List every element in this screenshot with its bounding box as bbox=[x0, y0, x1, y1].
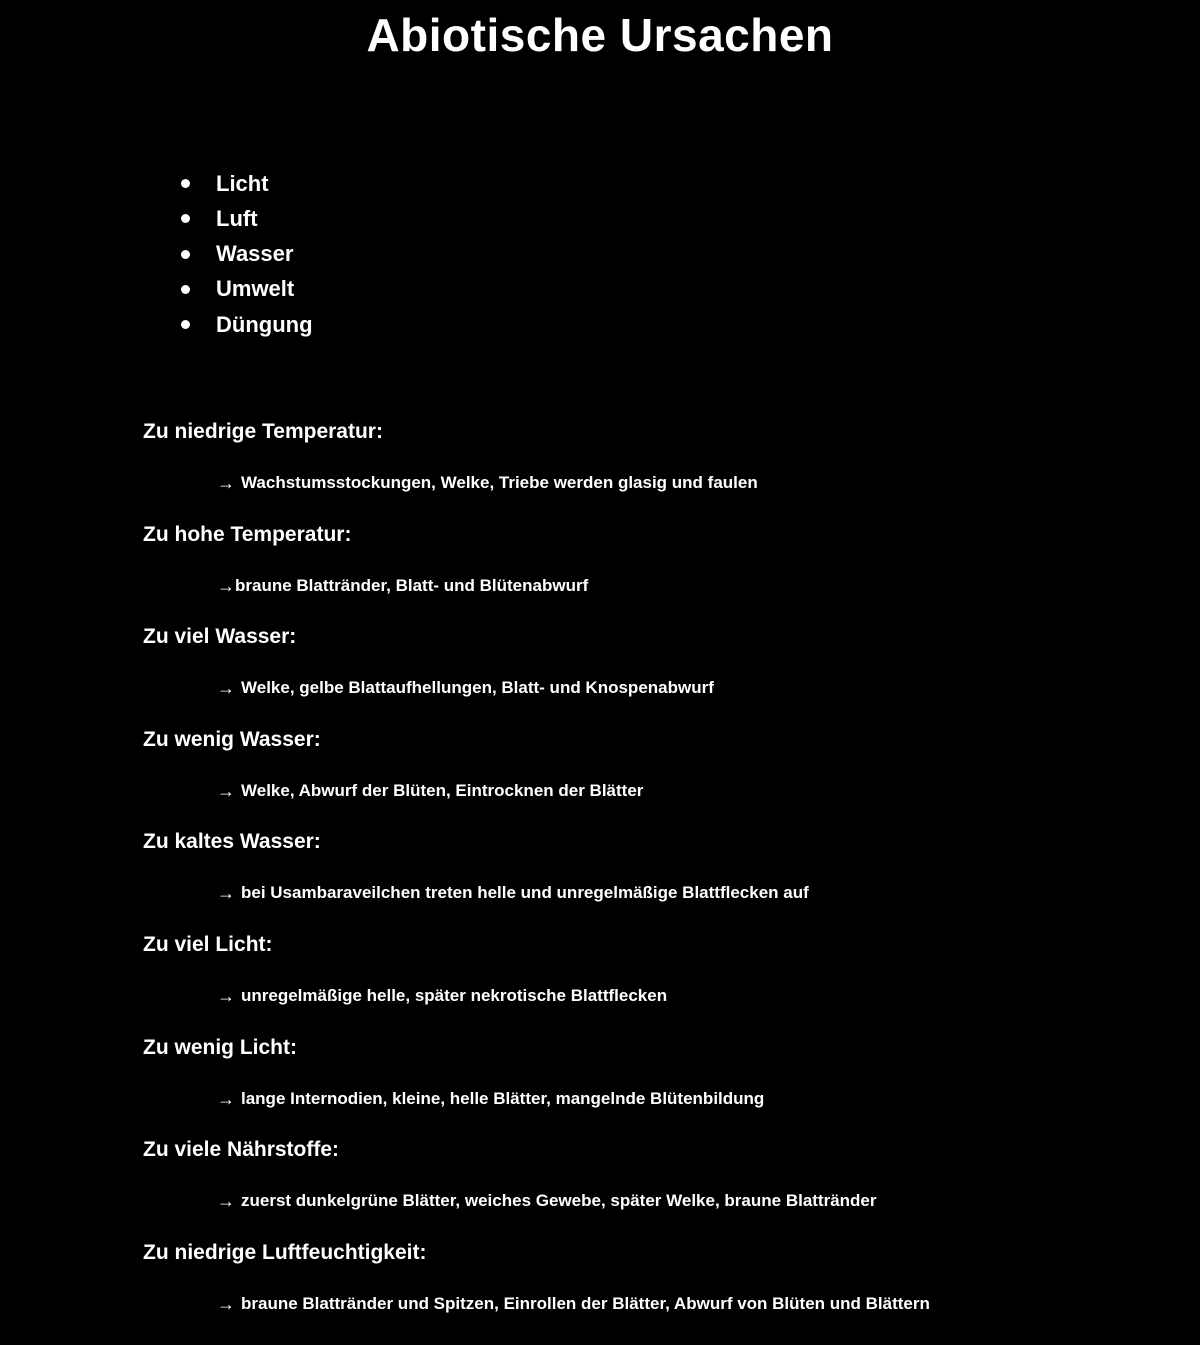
cause-effect-text: bei Usambaraveilchen treten helle und unregelmäßige Blattflecken auf bbox=[241, 883, 809, 903]
factor-list bbox=[178, 166, 313, 342]
cause-label: Zu wenig Wasser: bbox=[143, 727, 321, 751]
cause-label: Zu niedrige Temperatur: bbox=[143, 420, 383, 443]
cause-effect-text: zuerst dunkelgrüne Blätter, weiches Gewebe, später Welke, braune Blattränder bbox=[241, 1191, 877, 1211]
list-item-label: Luft bbox=[216, 205, 258, 231]
cause-label: Zu niedrige Luftfeuchtigkeit: bbox=[143, 1240, 427, 1264]
arrow-right-icon: → bbox=[217, 1191, 235, 1212]
cause-label: Zu viel Wasser: bbox=[143, 625, 297, 649]
cause-effect bbox=[217, 1189, 877, 1213]
cause-effect bbox=[217, 574, 588, 598]
cause-label: Zu wenig Licht: bbox=[143, 1035, 297, 1059]
arrow-right-icon: → bbox=[217, 473, 235, 493]
cause-effect bbox=[217, 984, 667, 1008]
cause-item bbox=[143, 414, 1143, 517]
list-item bbox=[178, 166, 313, 201]
list-item-label: Licht bbox=[216, 170, 269, 196]
cause-effect bbox=[217, 881, 809, 905]
arrow-right-icon: → bbox=[217, 883, 235, 904]
cause-effect bbox=[217, 1087, 764, 1111]
cause-effect-text: braune Blattränder und Spitzen, Einrollen der Blätter, Abwurf von Blüten und Blättern bbox=[241, 1293, 930, 1313]
list-item bbox=[178, 272, 313, 307]
cause-item bbox=[143, 1030, 1143, 1133]
cause-label: Zu viele Nährstoffe: bbox=[143, 1138, 340, 1162]
cause-effect-text: braune Blattränder, Blatt- und Blütenabwurf bbox=[235, 575, 589, 595]
cause-effect-text: Welke, Abwurf der Blüten, Eintrocknen der Blätter bbox=[241, 780, 644, 800]
cause-label: Zu viel Licht: bbox=[143, 932, 273, 956]
cause-item bbox=[143, 927, 1143, 1030]
page-title: Abiotische Ursachen bbox=[366, 9, 834, 61]
bullet-dot-icon bbox=[181, 285, 190, 294]
arrow-right-icon: → bbox=[217, 780, 235, 801]
arrow-right-icon: → bbox=[217, 1293, 235, 1314]
cause-list bbox=[143, 414, 1143, 1337]
bullet-dot-icon bbox=[181, 250, 190, 259]
cause-effect bbox=[217, 471, 758, 495]
list-item bbox=[178, 307, 313, 342]
list-item-label: Wasser bbox=[216, 241, 294, 267]
cause-effect-text: lange Internodien, kleine, helle Blätter, mangelnde Blütenbildung bbox=[241, 1088, 765, 1108]
list-item-label: Düngung bbox=[216, 311, 313, 337]
arrow-right-icon: → bbox=[217, 678, 235, 699]
bullet-dot-icon bbox=[181, 320, 190, 329]
cause-item bbox=[143, 722, 1143, 825]
cause-effect-text: Welke, gelbe Blattaufhellungen, Blatt- und Knospenabwurf bbox=[241, 678, 714, 698]
list-item bbox=[178, 201, 313, 236]
cause-effect-text: unregelmäßige helle, später nekrotische Blattflecken bbox=[241, 985, 668, 1005]
cause-label: Zu kaltes Wasser: bbox=[143, 830, 321, 854]
cause-item bbox=[143, 1235, 1143, 1338]
list-item bbox=[178, 237, 313, 272]
cause-label: Zu hohe Temperatur: bbox=[143, 522, 352, 546]
cause-effect bbox=[217, 1292, 930, 1316]
arrow-right-icon: → bbox=[217, 575, 235, 596]
bullet-dot-icon bbox=[181, 179, 190, 188]
cause-item bbox=[143, 619, 1143, 722]
cause-item bbox=[143, 1132, 1143, 1235]
cause-effect bbox=[217, 676, 714, 700]
cause-effect-text: Wachstumsstockungen, Welke, Triebe werden glasig und faulen bbox=[241, 473, 758, 492]
bullet-dot-icon bbox=[181, 214, 190, 223]
arrow-right-icon: → bbox=[217, 985, 235, 1006]
cause-item bbox=[143, 824, 1143, 927]
cause-item bbox=[143, 517, 1143, 620]
list-item-label: Umwelt bbox=[216, 276, 295, 302]
arrow-right-icon: → bbox=[217, 1088, 235, 1109]
cause-effect bbox=[217, 779, 643, 803]
